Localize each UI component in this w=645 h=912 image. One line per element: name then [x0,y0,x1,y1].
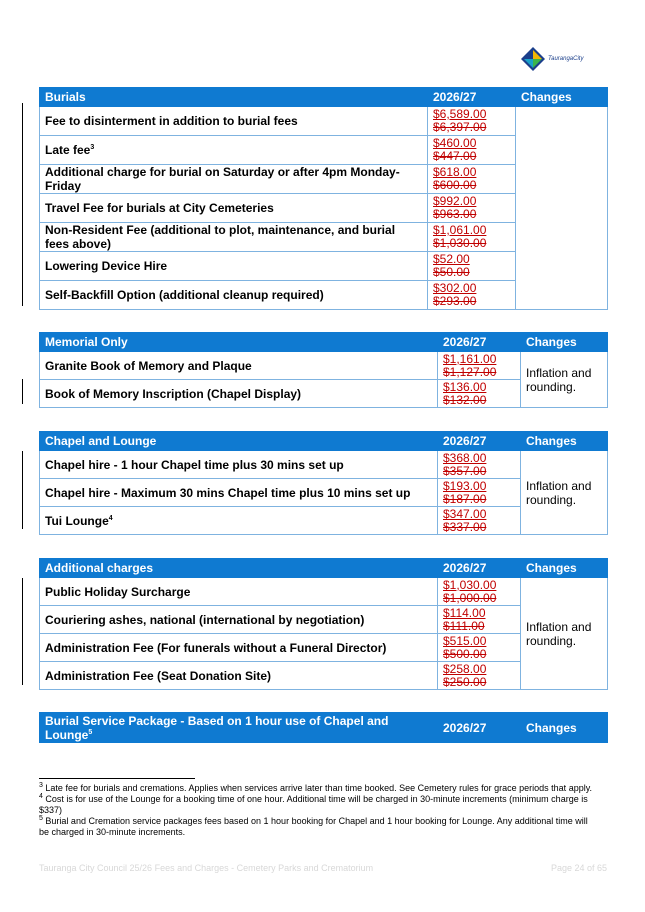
fee-price [438,451,521,479]
memorial-header: Memorial Only [40,333,438,352]
fee-description: Travel Fee for burials at City Cemeteries [40,194,428,223]
new-price: $1,161.00 [443,351,497,366]
changes-note: Inflation and rounding. [521,352,608,408]
burials-table [39,87,608,310]
footnote-ref: 5 [88,728,93,736]
year-header: 2026/27 [438,333,521,352]
fee-price [428,194,516,223]
old-price: $293.00 [433,294,477,308]
additional-header: Additional charges [40,559,438,578]
package-table [39,712,608,743]
table-row [40,352,608,380]
footer-title: Tauranga City Council 25/26 Fees and Charges - Cemetery Parks and Crematorium [39,863,374,873]
logo-text: TaurangaCity [548,56,584,62]
fee-description: Public Holiday Surcharge [40,578,438,606]
changes-note: Inflation and rounding. [521,451,608,535]
page-footer [39,863,607,873]
fee-price [438,634,521,662]
footnote: $^3$ Late fee for burials and cremations. Applies when services arrive later than time booked. See Cemetery rules for grace periods that apply. [39,782,593,793]
old-price: $1,000.00 [443,590,497,605]
table-row [40,451,608,479]
fee-description: Administration Fee (For funerals without a Funeral Director) [40,634,438,662]
fee-description: Non-Resident Fee (additional to plot, maintenance, and burial fees above) [40,223,428,252]
footnote: $^5$ Burial and Cremation service packages fees based on 1 hour booking for Chapel and 1 hour booking for Lounge. Any additional time will be charged in 30-minute increments. [39,815,588,837]
additional-charges-table [39,558,608,690]
new-price: $515.00 [443,633,487,648]
revision-bar [22,379,23,404]
old-price: $963.00 [433,207,477,221]
new-price: $114.00 [443,605,486,620]
revision-bar [22,451,23,529]
table-row [40,578,608,606]
burials-header: Burials [40,88,428,107]
tauranga-city-logo [520,46,583,72]
changes-cell [516,107,608,310]
chapel-table [39,431,608,535]
fee-description: Fee to disinterment in addition to burial fees [40,107,428,136]
new-price: $1,030.00 [443,577,497,592]
table-row [40,107,608,136]
old-price: $357.00 [443,463,487,478]
fee-price [438,606,521,634]
new-price: $302.00 [433,281,477,295]
footnote: $^4$ Cost is for use of the Lounge for a booking time of one hour. Additional time will be charged in 30-minute increments (minimum charge is $337) [39,793,588,815]
new-price: $193.00 [443,478,487,493]
old-price: $6,397.00 [433,120,487,134]
new-price: $258.00 [443,661,487,676]
new-price: $6,589.00 [433,107,487,121]
old-price: $111.00 [443,618,485,633]
fee-price [428,223,516,252]
fee-price [428,252,516,281]
new-price: $368.00 [443,450,487,465]
fee-description: Granite Book of Memory and Plaque [40,352,438,380]
changes-header: Changes [516,88,608,107]
old-price: $187.00 [443,491,487,506]
fee-description: Book of Memory Inscription (Chapel Display) [40,380,438,408]
old-price: $50.00 [433,265,470,279]
logo-mark-icon [520,46,546,72]
new-price: $992.00 [433,194,477,208]
package-header: Burial Service Package - Based on 1 hour use of Chapel and Lounge$^5$ [40,713,438,743]
fee-price [428,281,516,310]
old-price: $447.00 [433,149,477,163]
new-price: $136.00 [443,379,487,394]
changes-header: Changes [521,333,608,352]
fee-description: Chapel hire - 1 hour Chapel time plus 30 mins set up [40,451,438,479]
new-price: $52.00 [433,252,470,266]
old-price: $1,127.00 [443,364,497,379]
fee-description: Couriering ashes, national (international by negotiation) [40,606,438,634]
revision-bar [22,578,23,685]
fee-price [438,380,521,408]
changes-header: Changes [521,432,608,451]
year-header: 2026/27 [438,713,521,743]
fee-description: Chapel hire - Maximum 30 mins Chapel time plus 10 mins set up [40,479,438,507]
old-price: $600.00 [433,178,477,192]
fee-price [428,107,516,136]
fee-description: Additional charge for burial on Saturday or after 4pm Monday-Friday [40,165,428,194]
old-price: $500.00 [443,646,487,661]
footnote-ref: 4 [108,514,113,522]
year-header: 2026/27 [438,559,521,578]
new-price: $347.00 [443,506,487,521]
new-price: $460.00 [433,136,477,150]
old-price: $337.00 [443,519,487,534]
fee-description: Self-Backfill Option (additional cleanup required) [40,281,428,310]
changes-header: Changes [521,713,608,743]
year-header: 2026/27 [438,432,521,451]
changes-note: Inflation and rounding. [521,578,608,690]
fee-description: Lowering Device Hire [40,252,428,281]
old-price: $1,030.00 [433,236,487,250]
fee-price [438,352,521,380]
fee-description: Tui Lounge$^4$ [40,507,438,535]
page-number: Page 24 of 65 [550,863,607,873]
revision-bar [22,103,23,306]
fee-price [438,479,521,507]
new-price: $618.00 [433,165,477,179]
fee-price [438,578,521,606]
footnote-ref: 3 [90,144,95,151]
fee-description: Administration Fee (Seat Donation Site) [40,662,438,690]
old-price: $132.00 [443,392,487,407]
fee-price [428,165,516,194]
footnotes [39,783,599,838]
old-price: $250.00 [443,674,487,689]
memorial-table [39,332,608,408]
fee-price [438,507,521,535]
year-header: 2026/27 [428,88,516,107]
fee-price [438,662,521,690]
new-price: $1,061.00 [433,223,487,237]
changes-header: Changes [521,559,608,578]
fee-description: Late fee$^3$ [40,136,428,165]
footnote-divider [39,778,195,779]
chapel-header: Chapel and Lounge [40,432,438,451]
fee-price [428,136,516,165]
